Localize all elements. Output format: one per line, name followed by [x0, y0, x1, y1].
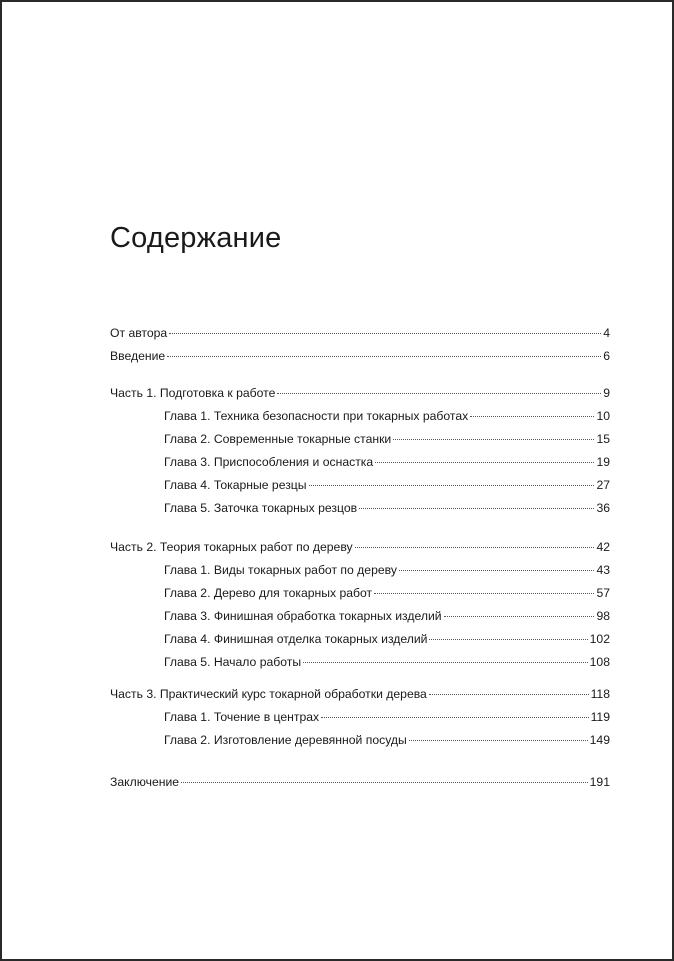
toc-page-number: 102: [589, 632, 610, 646]
toc-entry-chapter[interactable]: [164, 654, 610, 670]
toc-entry-label: Глава 3. Финишная обработка токарных изделий: [164, 609, 442, 623]
toc-entry-label: От автора: [110, 326, 168, 340]
toc-entry-part-3[interactable]: [110, 686, 610, 702]
toc-entry-label: Глава 4. Финишная отделка токарных изделий: [164, 632, 428, 646]
toc-page-number: 42: [596, 540, 610, 554]
toc-entry-chapter[interactable]: [164, 732, 610, 748]
dot-leader: [167, 356, 601, 357]
toc-entry-part-1[interactable]: [110, 385, 610, 401]
dot-leader: [277, 393, 601, 394]
dot-leader: [321, 717, 588, 718]
toc-page-number: 57: [596, 586, 610, 600]
toc-page-number: 6: [603, 349, 610, 363]
dot-leader: [429, 639, 587, 640]
toc-entry-label: Глава 1. Техника безопасности при токарных работах: [164, 409, 469, 423]
toc-page-number: 9: [603, 386, 610, 400]
toc-entry-label: Часть 3. Практический курс токарной обработки дерева: [110, 687, 427, 701]
dot-leader: [393, 439, 594, 440]
toc-page-number: 191: [589, 775, 610, 789]
toc-page-number: 10: [596, 409, 610, 423]
page-title: Содержание: [110, 222, 282, 254]
dot-leader: [399, 570, 595, 571]
toc-entry-chapter[interactable]: [164, 477, 610, 493]
toc-entry-label: Глава 2. Современные токарные станки: [164, 432, 392, 446]
toc-entry-chapter[interactable]: [164, 709, 610, 725]
toc-entry-label: Глава 4. Токарные резцы: [164, 478, 307, 492]
dot-leader: [181, 782, 588, 783]
dot-leader: [359, 508, 594, 509]
dot-leader: [355, 547, 595, 548]
toc-entry-label: Введение: [110, 349, 166, 363]
dot-leader: [375, 462, 594, 463]
toc-entry-label: Часть 1. Подготовка к работе: [110, 386, 276, 400]
toc-entry-label: Заключение: [110, 775, 180, 789]
dot-leader: [374, 593, 594, 594]
toc-entry-label: Глава 2. Изготовление деревянной посуды: [164, 733, 407, 747]
toc-entry-chapter[interactable]: [164, 408, 610, 424]
toc-entry-label: Глава 5. Заточка токарных резцов: [164, 501, 358, 515]
toc-entry-label: Глава 2. Дерево для токарных работ: [164, 586, 373, 600]
toc-entry-from-author[interactable]: [110, 325, 610, 341]
toc-page-number: 4: [603, 326, 610, 340]
toc-entry-conclusion[interactable]: [110, 774, 610, 790]
dot-leader: [169, 333, 601, 334]
toc-page-number: 119: [590, 710, 610, 724]
toc-page-number: 98: [596, 609, 610, 623]
dot-leader: [429, 694, 589, 695]
toc-entry-label: Часть 2. Теория токарных работ по дереву: [110, 540, 353, 554]
toc-entry-chapter[interactable]: [164, 585, 610, 601]
toc-entry-label: Глава 1. Виды токарных работ по дереву: [164, 563, 397, 577]
toc-page-number: 15: [596, 432, 610, 446]
toc-entry-chapter[interactable]: [164, 431, 610, 447]
dot-leader: [303, 662, 588, 663]
toc-entry-chapter[interactable]: [164, 631, 610, 647]
dot-leader: [444, 616, 595, 617]
dot-leader: [409, 740, 588, 741]
toc-entry-chapter[interactable]: [164, 608, 610, 624]
toc-page-number: 27: [596, 478, 610, 492]
toc-page-number: 108: [589, 655, 610, 669]
toc-entry-label: Глава 3. Приспособления и оснастка: [164, 455, 374, 469]
toc-entry-chapter[interactable]: [164, 500, 610, 516]
toc-page-number: 19: [596, 455, 610, 469]
toc-entry-part-2[interactable]: [110, 539, 610, 555]
toc-entry-introduction[interactable]: [110, 348, 610, 364]
toc-page-number: 149: [589, 733, 610, 747]
toc-entry-label: Глава 1. Точение в центрах: [164, 710, 320, 724]
dot-leader: [309, 485, 595, 486]
toc-page-number: 118: [590, 687, 610, 701]
toc-entry-chapter[interactable]: [164, 562, 610, 578]
toc-page-number: 43: [596, 563, 610, 577]
toc-entry-label: Глава 5. Начало работы: [164, 655, 302, 669]
toc-entry-chapter[interactable]: [164, 454, 610, 470]
toc-page-number: 36: [596, 501, 610, 515]
dot-leader: [470, 416, 594, 417]
